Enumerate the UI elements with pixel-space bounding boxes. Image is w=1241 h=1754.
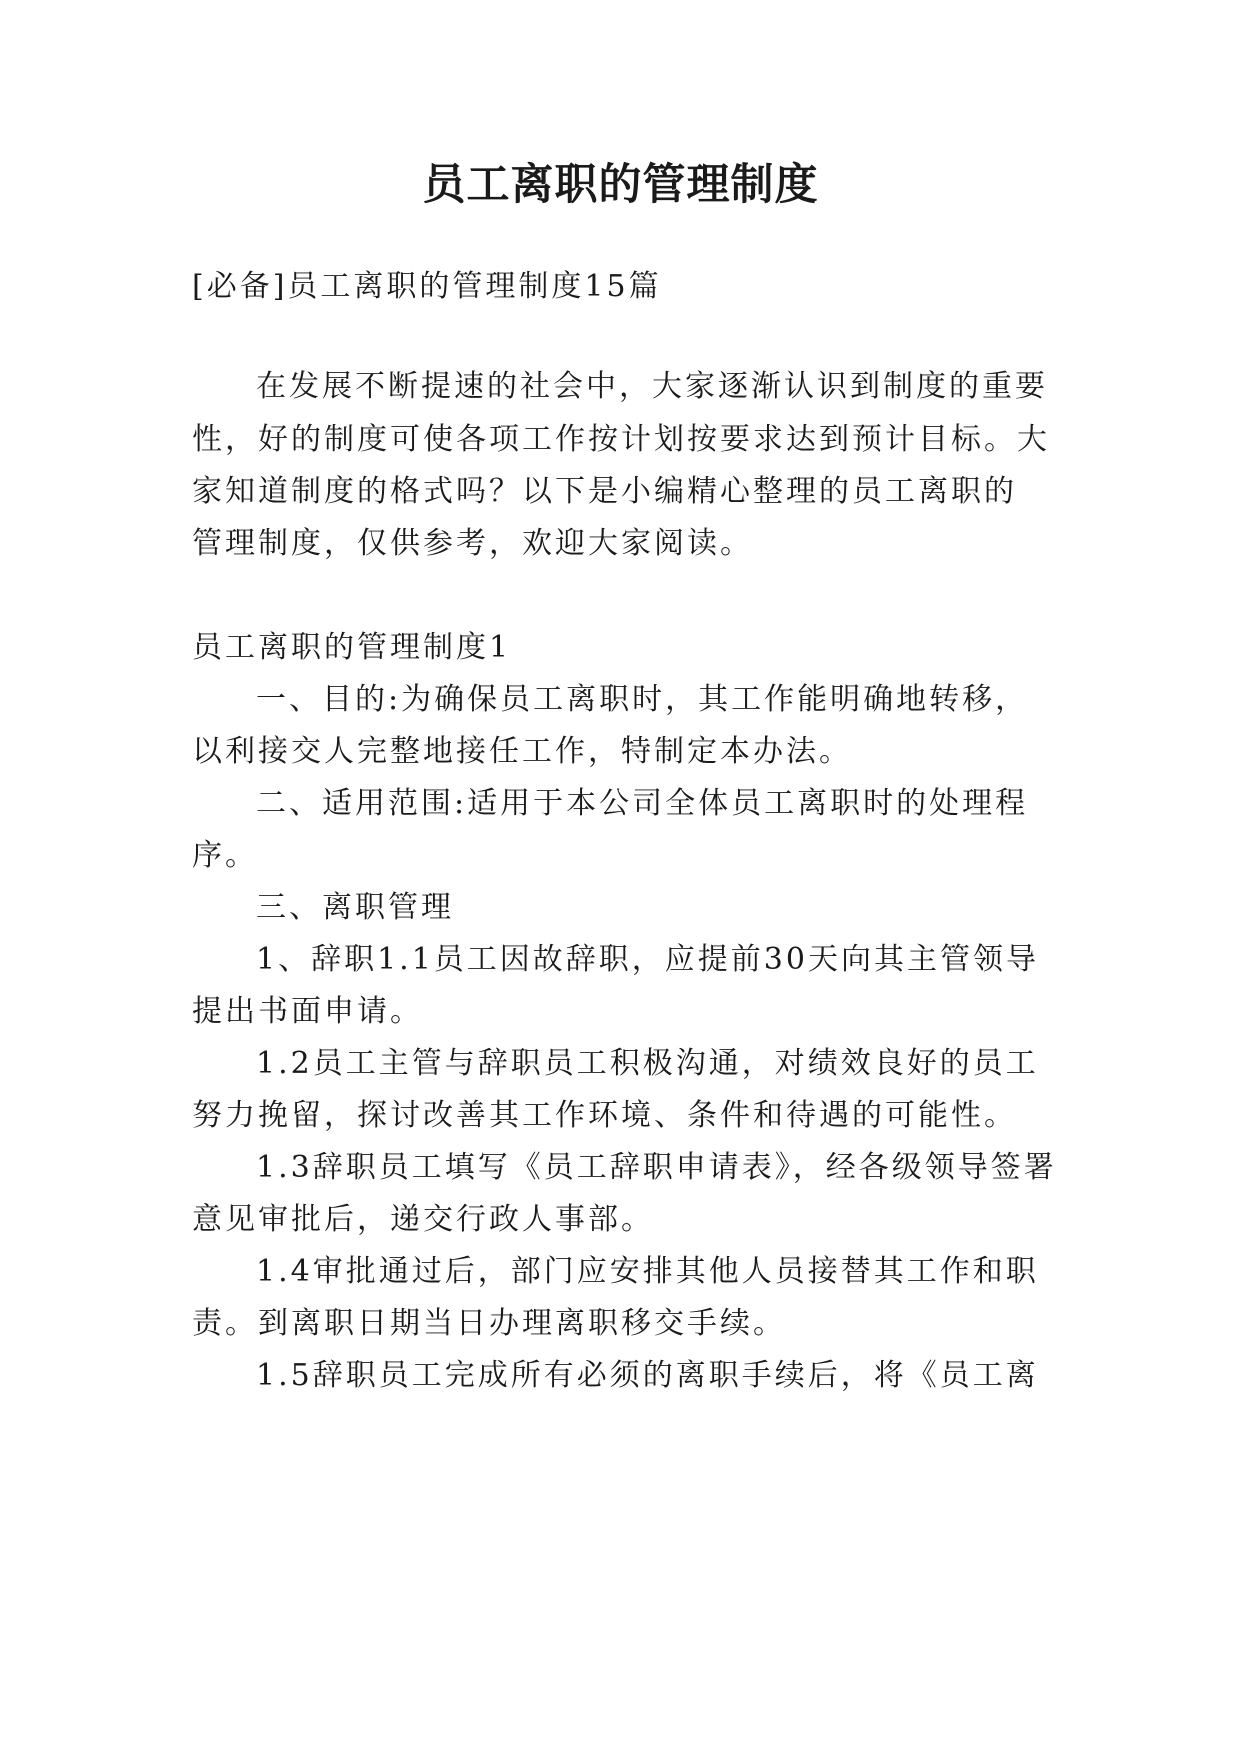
document-title: 员工离职的管理制度 — [422, 160, 819, 210]
body-line: 1.3辞职员工填写《员工辞职申请表》，经各级领导签署 — [256, 1150, 1057, 1185]
body-line: 以利接交人完整地接任工作，特制定本办法。 — [192, 734, 852, 769]
document-subtitle: [必备]员工离职的管理制度15篇 — [192, 269, 662, 304]
body-line: 1.5辞职员工完成所有必须的离职手续后，将《员工离 — [256, 1358, 1039, 1393]
intro-line: 在发展不断提速的社会中，大家逐渐认识到制度的重要 — [256, 369, 1048, 404]
body-line: 责。到离职日期当日办理离职移交手续。 — [192, 1306, 786, 1341]
body-line: 1.2员工主管与辞职员工积极沟通，对绩效良好的员工 — [256, 1046, 1039, 1081]
body-line: 1.4审批通过后，部门应安排其他人员接替其工作和职 — [256, 1254, 1039, 1289]
body-line: 提出书面申请。 — [192, 994, 423, 1029]
body-line: 三、离职管理 — [256, 890, 454, 925]
body-line: 1、辞职1.1员工因故辞职，应提前30天向其主管领导 — [256, 942, 1039, 977]
intro-line: 管理制度，仅供参考，欢迎大家阅读。 — [192, 526, 753, 561]
body-line: 一、目的:为确保员工离职时，其工作能明确地转移， — [256, 682, 1029, 717]
body-line: 努力挽留，探讨改善其工作环境、条件和待遇的可能性。 — [192, 1098, 1017, 1133]
intro-line: 家知道制度的格式吗？以下是小编精心整理的员工离职的 — [192, 474, 1017, 509]
body-line: 序。 — [192, 838, 258, 873]
body-line: 意见审批后，递交行政人事部。 — [192, 1202, 654, 1237]
body-line: 二、适用范围:适用于本公司全体员工离职时的处理程 — [256, 786, 1029, 821]
section-heading: 员工离职的管理制度1 — [192, 630, 512, 665]
intro-line: 性，好的制度可使各项工作按计划按要求达到预计目标。大 — [192, 422, 1050, 457]
